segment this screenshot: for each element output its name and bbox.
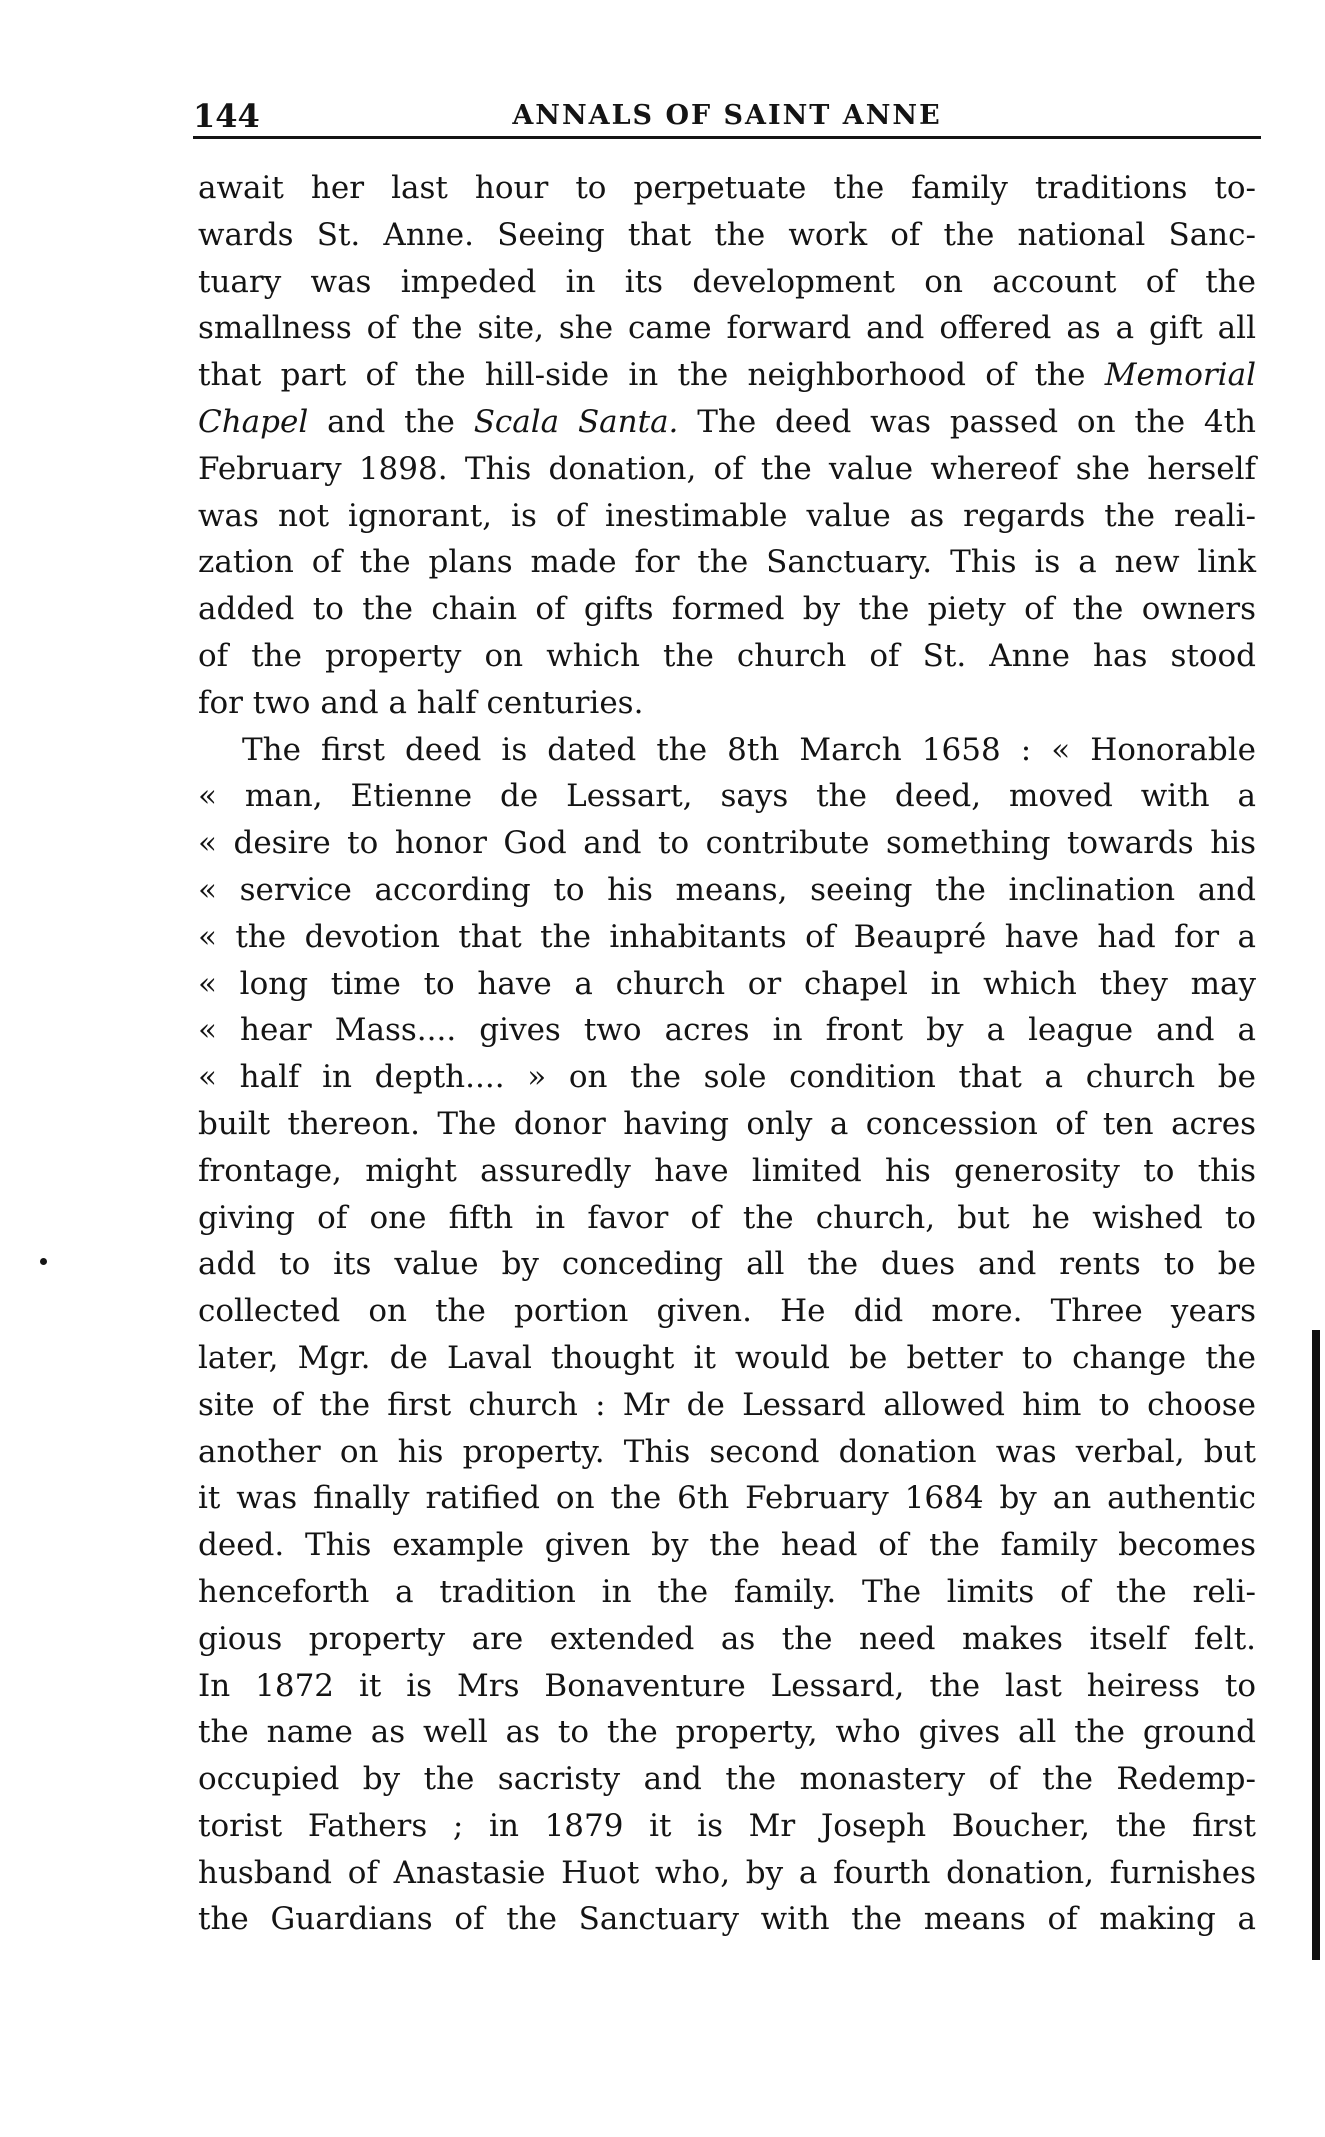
text-line: another on his property. This second donation was verbal, but [198, 1433, 1256, 1470]
text-line: the Guardians of the Sanctuary with the means of making a [198, 1901, 1256, 1938]
text-line: henceforth a tradition in the family. The limits of the reli- [198, 1573, 1256, 1610]
text-line: await her last hour to perpetuate the family traditions to- [198, 170, 1256, 206]
text-line: wards St. Anne. Seeing that the work of the national Sanc- [198, 216, 1256, 253]
text-line: gious property are extended as the need makes itself felt. [198, 1620, 1256, 1657]
text-line [198, 352, 1256, 399]
text-line: occupied by the sacristy and the monastery of the Redemp- [198, 1761, 1256, 1798]
text-line: collected on the portion given. He did more. Three years [198, 1293, 1256, 1330]
text-line: add to its value by conceding all the dues and rents to be [198, 1246, 1256, 1283]
scan-dot [40, 1258, 47, 1265]
text-line: « desire to honor God and to contribute something towards his [198, 825, 1256, 862]
text-segment: and the [327, 403, 455, 440]
text-line: husband of Anastasie Huot who, by a fourth donation, furnishes [198, 1854, 1256, 1891]
text-line: the name as well as to the property, who gives all the ground [198, 1714, 1256, 1751]
text-line: The first deed is dated the 8th March 1658 : « Honorable [242, 731, 1256, 768]
text-line: smallness of the site, she came forward and offered as a gift all [198, 310, 1256, 347]
text-line: deed. This example given by the head of the family becomes [198, 1527, 1256, 1564]
text-line: was not ignorant, is of inestimable value as regards the reali- [198, 497, 1256, 534]
header-rule [193, 136, 1261, 139]
text-line: « half in depth.... » on the sole condition that a church be [198, 1059, 1256, 1096]
text-line: added to the chain of gifts formed by the piety of the owners [198, 591, 1256, 628]
running-title: ANNALS OF SAINT ANNE [512, 100, 942, 131]
text-line: « man, Etienne de Lessart, says the deed, moved with a [198, 778, 1256, 815]
text-line: « hear Mass.... gives two acres in front by a league and a [198, 1012, 1256, 1049]
text-line: « long time to have a church or chapel in which they may [198, 965, 1256, 1002]
italic-title: Scala Santa. [473, 403, 679, 440]
text-line: « service according to his means, seeing the inclination and [198, 871, 1256, 908]
text-segment: The deed was passed on the 4th [697, 403, 1257, 440]
italic-title: Memorial [1104, 357, 1256, 394]
text-line: of the property on which the church of St. Anne has stood [198, 637, 1256, 674]
text-line: for two and a half centuries. [198, 684, 644, 721]
text-line: later, Mgr. de Laval thought it would be better to change the [198, 1339, 1256, 1376]
text-segment: that part of the hill-side in the neighborhood of the [198, 357, 1086, 394]
page-number: 144 [193, 97, 260, 135]
text-line: In 1872 it is Mrs Bonaventure Lessard, the last heiress to [198, 1667, 1256, 1704]
text-line: « the devotion that the inhabitants of Beaupré have had for a [198, 918, 1256, 955]
text-line: it was finally ratified on the 6th February 1684 by an authentic [198, 1480, 1256, 1517]
page-header [193, 92, 1261, 138]
text-line: built thereon. The donor having only a concession of ten acres [198, 1105, 1256, 1142]
text-line: site of the first church : Mr de Lessard allowed him to choose [198, 1386, 1256, 1423]
text-line: zation of the plans made for the Sanctuary. This is a new link [198, 544, 1256, 581]
text-line: frontage, might assuredly have limited his generosity to this [198, 1152, 1256, 1189]
text-line: February 1898. This donation, of the value whereof she herself [198, 450, 1256, 487]
italic-title: Chapel [198, 403, 309, 440]
text-line [198, 399, 1256, 446]
text-line: giving of one fifth in favor of the church, but he wished to [198, 1199, 1256, 1236]
text-line: torist Fathers ; in 1879 it is Mr Joseph Boucher, the first [198, 1807, 1256, 1844]
scan-edge-bar [1312, 1330, 1320, 1960]
body-text [198, 165, 1256, 1943]
text-line: tuary was impeded in its development on account of the [198, 263, 1256, 300]
